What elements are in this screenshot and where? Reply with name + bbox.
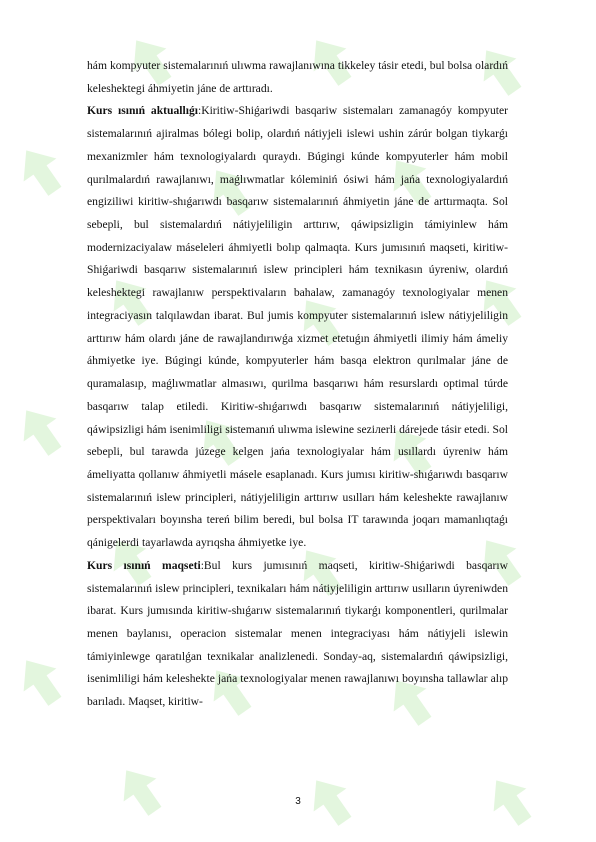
page-number: 3 — [295, 796, 301, 807]
paragraph-goal — [87, 555, 508, 714]
arrow-logo-icon — [110, 759, 171, 823]
paragraph-relevance — [87, 100, 508, 554]
arrow-logo-icon — [10, 399, 71, 463]
arrow-logo-icon — [10, 649, 71, 713]
arrow-logo-icon — [10, 139, 71, 203]
paragraph-goal-text: :Bul kurs jumısınıń maqseti, kiritiw-Shiǵariwdi basqarıw sistemalarınıń islew principleri, texnikaları hám nátiyjeliligin arttırıw usılların úyreniwden ibarat. Kurs jumısında kiritiw-shıǵarıw sistemalarınıń tiykarǵı komponentleri, qurilmalar menen baylanısı, operacion sistemalar menen integraciyası hám nátiyjeli islewin támiyinlewge qaratılǵan texnikalar analizlenedi. Sonday-aq, sistemalardıń qáwipsizligi, isenimliligi hám keleshekte jańa texnologiyalar menen rawajlanıwı boyınsha tallawlar alıp barıladı. Maqset, kiritiw- — [87, 558, 508, 709]
document-body — [87, 55, 508, 714]
section-heading-goal: Kurs ısınıń maqseti — [87, 558, 201, 572]
paragraph-relevance-text: :Kiritiw-Shiǵariwdi basqariw sistemaları zamanagóy kompyuter sistemalarınıń ajiralmas bólegi bolip, olardıń nátiyjeli islewi ushin zárúr bolgan tiykarǵı mexanizmler hám texnologiyalardı quraydı. Búgingi kúnde kompyuterler hám mobil qurılmalardıń rawajlanıwı, maǵlıwmatlar kóleminiń ósiwi hám jańa texnologiyalardıń engiziliwi kiritiw-shıǵarıwdı basqarıw sistemalarınıń áhmiyetin jáne de arttırmaqta. Sol sebepli, bul sistemalardıń nátiyjeliligin arttırıw, qáwipsizligin támiyinlew hám modernizaciyalaw máseleleri áhmiyetli bolıp qalmaqta. Kurs jumısınıń maqseti, kiritiw-Shiǵariwdi basqarıw sistemalarınıń islew principleri hám texnikasın úyreniw, olardıń keleshektegi rawajlanıw perspektivaların bahalaw, zamanagóy texnologiyalar menen integraciyasın talqılawdan ibarat. Bul jumis kompyuter sistemalarınıń islew nátiyjeliligin arttırıw hám olardı jáne de rawajlandırıwǵa xizmet etetuǵın áhmiyetli ilimiy hám ámeliy áhmiyetke iye. Búgingi kúnde, kompyuterler hám basqa elektron qurılmalar jáne de quramalasıp, maǵlıwmatlar almasıwı, qurilma basqarıwı hám resurslardı optimal túrde basqarıw talap etiledi. Kiritiw-shıǵarıwdı basqarıw sistemalarınıń nátiyjeliligi, qáwipsizligi hám isenimliligi sistemanıń ulıwma islewine seziлerli dárejede tásir etedi. Sol sebepli, bul tarawda júzege kelgen jańa texnologiyalar hám usıllardı úyreniw hám ámeliyatta qollanıw áhmiyetli másele esaplanadı. Kurs jumısı kiritiw-shıǵarıwdı basqarıw sistemalarınıń islew principleri, nátiyjeliligin arttırıw usılları hám keleshekte rawajlanıw perspektivaları boyınsha tereń bilim beredi, bul bolsa IT tarawında joqarı mamanlıqtaǵı qánigelerdi tayarlawda ayrıqsha áhmiyetke iye. — [87, 104, 508, 550]
paragraph-intro: hám kompyuter sistemalarınıń ulıwma rawajlanıwına tikkeley tásir etedi, bul bolsa olardıń keleshektegi áhmiyetin jáne de arttıradı. — [87, 59, 508, 95]
section-heading-relevance: Kurs ısınıń aktuallıǵı — [87, 104, 198, 118]
